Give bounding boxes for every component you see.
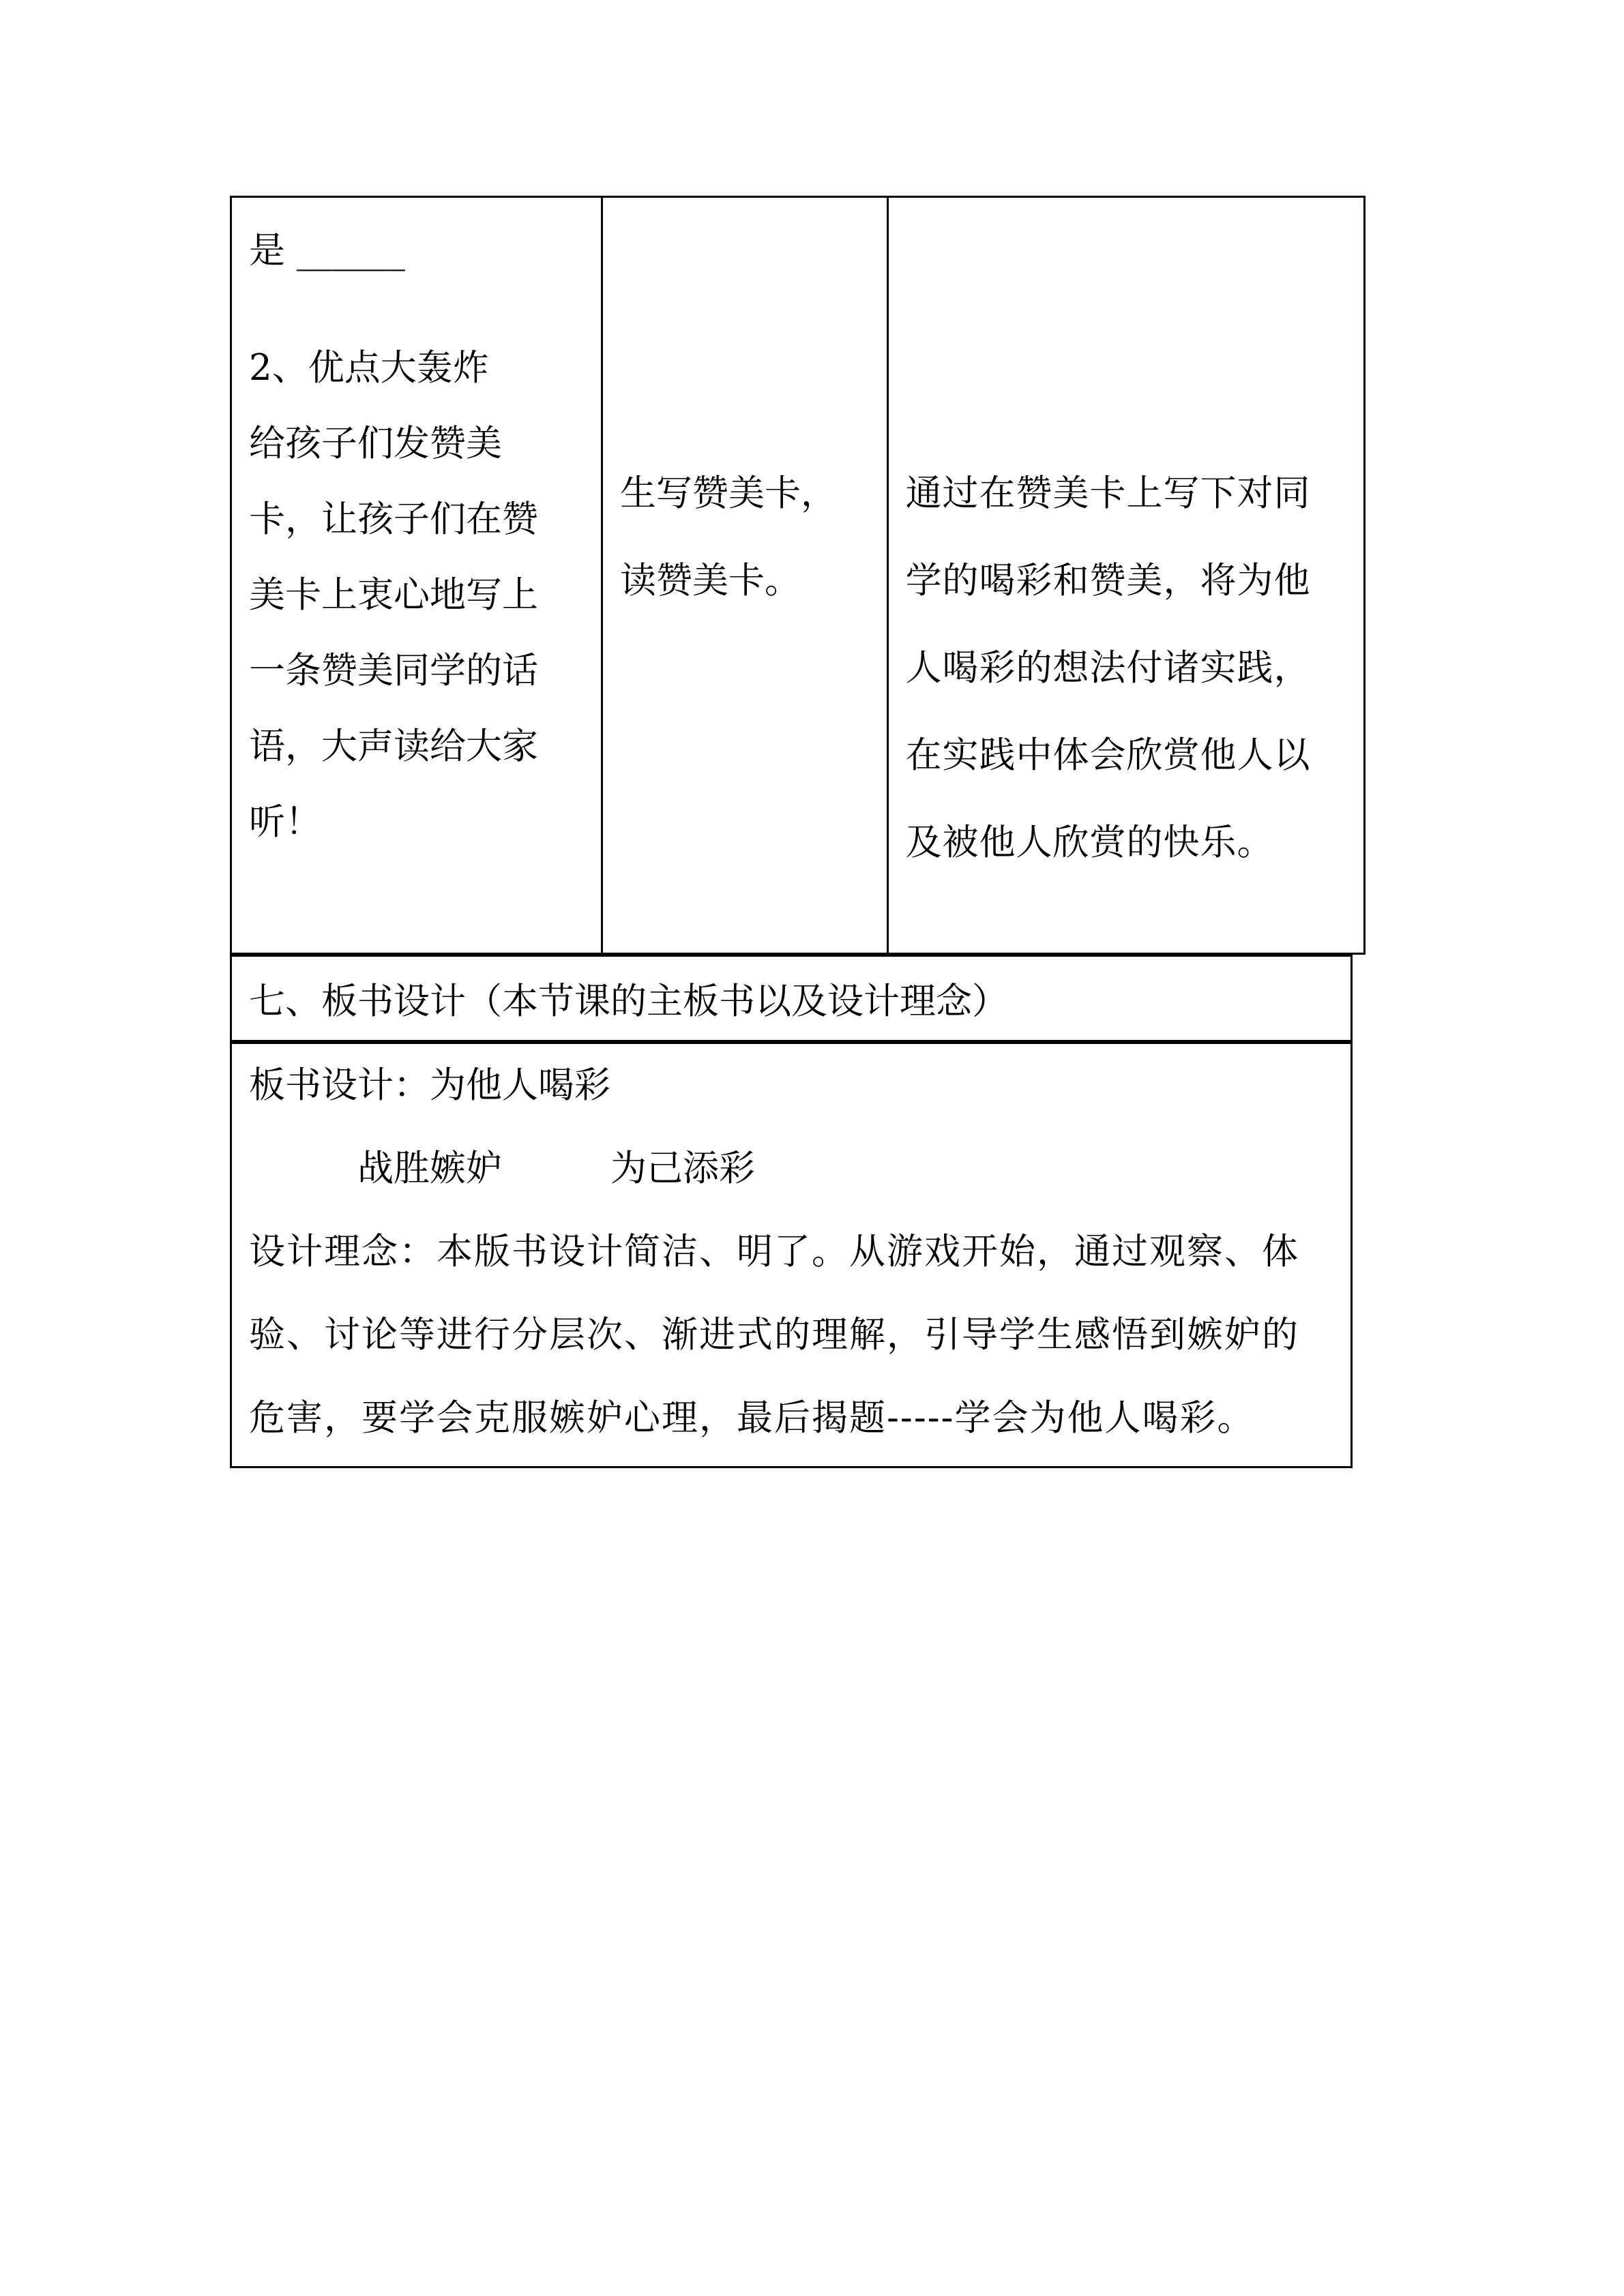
text-line: 人喝彩的想法付诸实践， [905, 647, 1311, 689]
text-line: 2、优点大轰炸 [249, 347, 489, 389]
text-line: 听！ [249, 801, 321, 843]
text-line: 学的喝彩和赞美，将为他 [905, 560, 1311, 601]
table-cell-design-intent [889, 198, 1363, 953]
activity-table [230, 196, 1365, 955]
text-line: 语，大声读给大家 [249, 726, 538, 767]
section-header-row [230, 955, 1353, 1042]
board-design-row [230, 1042, 1353, 1468]
text-line: 卡，让孩子们在赞 [249, 498, 538, 540]
text-line: 美卡上衷心地写上 [249, 574, 538, 616]
board-design-title-line: 板书设计：为他人喝彩 [249, 1064, 610, 1106]
text-line: 给孩子们发赞美 [249, 423, 502, 464]
table-cell-teaching-process [232, 198, 603, 953]
text-line: 生写赞美卡， [620, 473, 838, 514]
table-cell-student-activity [603, 198, 889, 953]
text-line: 一条赞美同学的话 [249, 650, 538, 691]
design-concept-line: 危害，要学会克服嫉妒心理，最后揭题-----学会为他人喝彩。 [249, 1397, 1255, 1439]
section-title: 七、板书设计（本节课的主板书以及设计理念） [249, 981, 1008, 1022]
text-line: 及被他人欣赏的快乐。 [905, 822, 1274, 863]
text-line: 在实践中体会欣赏他人以 [905, 734, 1311, 776]
design-concept-line: 设计理念：本版书设计简洁、明了。从游戏开始，通过观察、体 [249, 1231, 1299, 1272]
board-design-keywords-line: 战胜嫉妒 为己添彩 [249, 1148, 755, 1189]
text-line: 通过在赞美卡上写下对同 [905, 473, 1311, 514]
design-concept-line: 验、讨论等进行分层次、渐进式的理解，引导学生感悟到嫉妒的 [249, 1314, 1299, 1356]
text-line: 是 ______ [249, 230, 405, 271]
text-line: 读赞美卡。 [620, 560, 801, 601]
